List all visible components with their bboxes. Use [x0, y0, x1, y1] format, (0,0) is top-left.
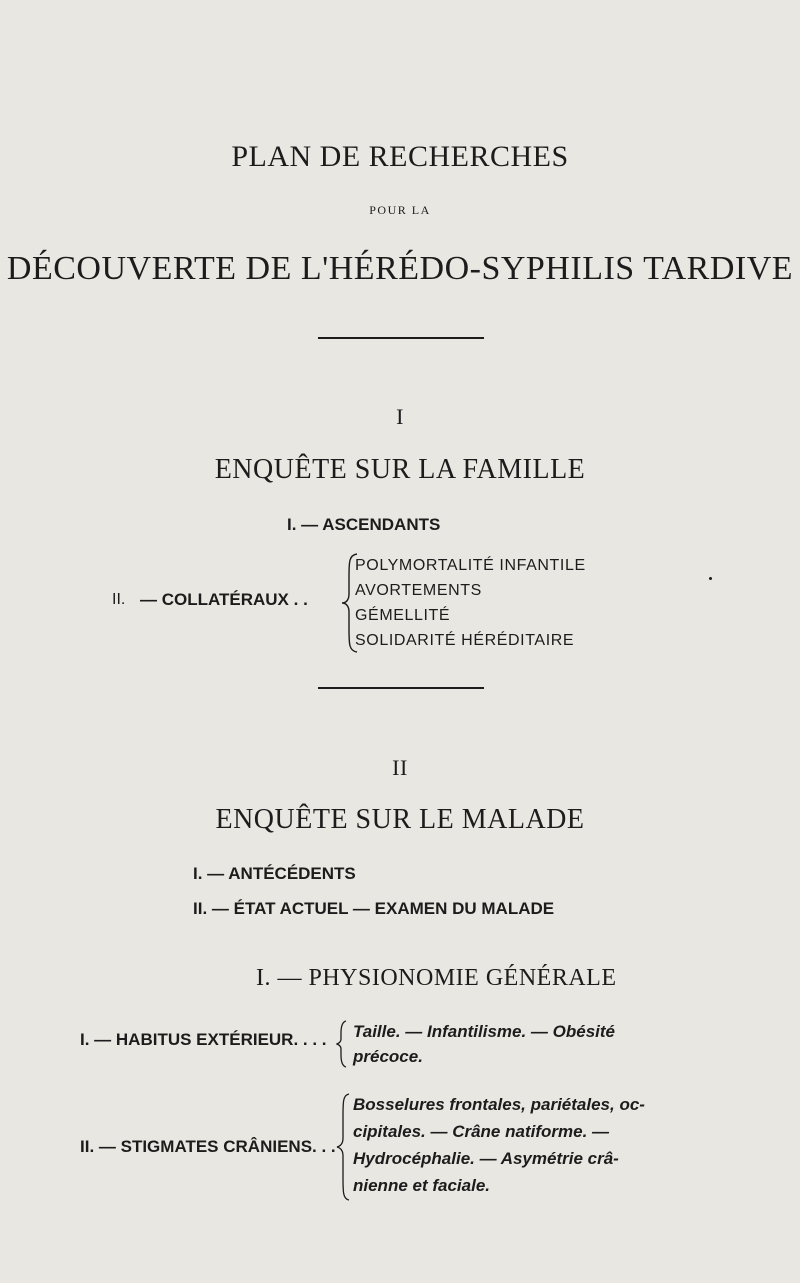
antecedents-item: I. — ANTÉCÉDENTS — [193, 864, 356, 883]
habitus-description — [353, 1019, 615, 1069]
stigmates-line: Bosselures frontales, pariétales, oc- — [353, 1095, 645, 1114]
habitus-line: Taille. — Infantilisme. — Obésité — [353, 1022, 615, 1041]
collateraux-label: — COLLATÉRAUX . . — [140, 590, 308, 609]
list-item: AVORTEMENTS — [355, 582, 482, 599]
ascendants-item: I. — ASCENDANTS — [287, 515, 441, 534]
stigmates-line: Hydrocéphalie. — Asymétrie crâ- — [353, 1149, 619, 1168]
list-item: SOLIDARITÉ HÉRÉDITAIRE — [355, 632, 575, 649]
stigmates-brace — [336, 1092, 352, 1202]
section-2-title: ENQUÊTE SUR LE MALADE — [215, 804, 585, 835]
stray-dot — [709, 577, 712, 580]
physionomie-title: I. — PHYSIONOMIE GÉNÉRALE — [256, 965, 617, 991]
collateraux-list — [355, 553, 586, 653]
collateraux-number: II. — [112, 591, 126, 608]
section-2-numeral: II — [392, 755, 408, 780]
divider-1 — [318, 337, 484, 339]
etat-actuel-item: II. — ÉTAT ACTUEL — EXAMEN DU MALADE — [193, 899, 555, 918]
subtitle-connector: POUR LA — [369, 203, 431, 217]
list-item: POLYMORTALITÉ INFANTILE — [355, 557, 586, 574]
stigmates-line: cipitales. — Crâne natiforme. — — [353, 1122, 610, 1141]
divider-2 — [318, 687, 484, 689]
page-title: PLAN DE RECHERCHES — [231, 140, 569, 173]
section-1-title: ENQUÊTE SUR LA FAMILLE — [214, 454, 586, 485]
habitus-line: précoce. — [353, 1047, 423, 1066]
habitus-brace — [336, 1019, 348, 1069]
habitus-label: I. — HABITUS EXTÉRIEUR. . . . — [80, 1030, 327, 1049]
main-heading: DÉCOUVERTE DE L'HÉRÉDO-SYPHILIS TARDIVE — [6, 250, 794, 287]
stigmates-line: nienne et faciale. — [353, 1176, 490, 1195]
list-item: GÉMELLITÉ — [355, 607, 451, 624]
section-1-numeral: I — [396, 404, 404, 429]
stigmates-description — [353, 1091, 645, 1199]
stigmates-label: II. — STIGMATES CRÂNIENS. . . — [80, 1137, 336, 1156]
